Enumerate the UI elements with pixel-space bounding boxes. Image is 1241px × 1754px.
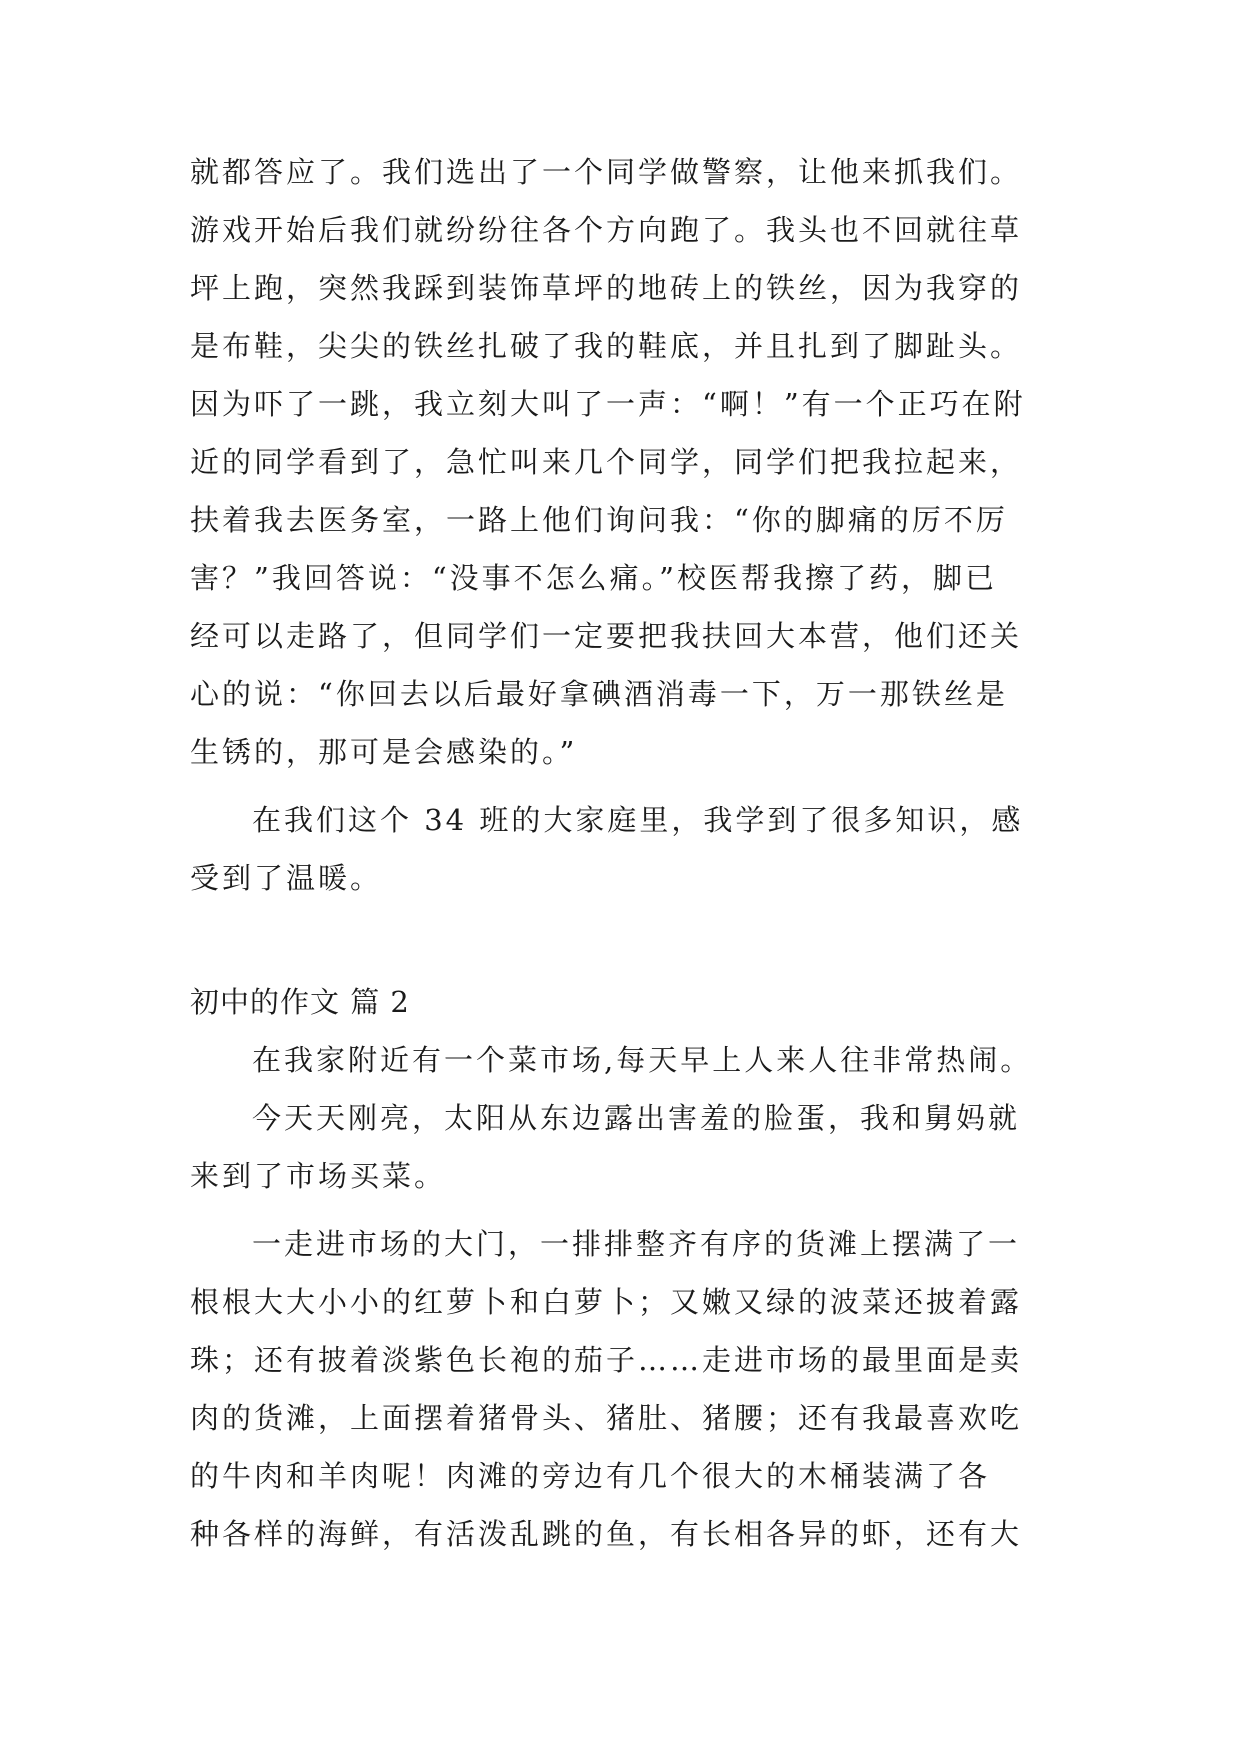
- paragraph-line: 受到了温暖。: [190, 861, 383, 895]
- paragraph-line: 心的说：“你回去以后最好拿碘酒消毒一下，万一那铁丝是: [190, 677, 1008, 711]
- paragraph-line: 近的同学看到了，急忙叫来几个同学，同学们把我拉起来，: [190, 445, 1023, 479]
- paragraph-line: 一走进市场的大门，一排排整齐有序的货滩上摆满了一: [252, 1227, 1021, 1261]
- paragraph-line: 就都答应了。我们选出了一个同学做警察，让他来抓我们。: [190, 155, 1023, 189]
- paragraph-line: 种各样的海鲜，有活泼乱跳的鱼，有长相各异的虾，还有大: [190, 1517, 1023, 1551]
- section-title: 初中的作文 篇 2: [190, 985, 410, 1019]
- paragraph-line: 在我家附近有一个菜市场,每天早上人来人往非常热闹。: [252, 1043, 1033, 1077]
- paragraph-line: 珠；还有披着淡紫色长袍的茄子……走进市场的最里面是卖: [190, 1343, 1023, 1377]
- paragraph-line: 肉的货滩，上面摆着猪骨头、猪肚、猪腰；还有我最喜欢吃: [190, 1401, 1023, 1435]
- paragraph-line: 坪上跑，突然我踩到装饰草坪的地砖上的铁丝，因为我穿的: [190, 271, 1023, 305]
- paragraph-line: 游戏开始后我们就纷纷往各个方向跑了。我头也不回就往草: [190, 213, 1023, 247]
- paragraph-line: 害？”我回答说：“没事不怎么痛。”校医帮我擦了药，脚已: [190, 561, 997, 595]
- paragraph-line: 因为吓了一跳，我立刻大叫了一声：“啊！”有一个正巧在附: [190, 387, 1026, 421]
- paragraph-line: 扶着我去医务室，一路上他们询问我：“你的脚痛的厉不厉: [190, 503, 1008, 537]
- paragraph-line: 来到了市场买菜。: [190, 1159, 447, 1193]
- paragraph-line: 根根大大小小的红萝卜和白萝卜；又嫩又绿的波菜还披着露: [190, 1285, 1023, 1319]
- paragraph-line: 的牛肉和羊肉呢！肉滩的旁边有几个很大的木桶装满了各: [190, 1459, 991, 1493]
- paragraph-line: 生锈的，那可是会感染的。”: [190, 735, 578, 769]
- paragraph-line: 在我们这个 34 班的大家庭里，我学到了很多知识，感: [252, 803, 1024, 837]
- paragraph-line: 经可以走路了，但同学们一定要把我扶回大本营，他们还关: [190, 619, 1023, 653]
- paragraph-line: 是布鞋，尖尖的铁丝扎破了我的鞋底，并且扎到了脚趾头。: [190, 329, 1023, 363]
- paragraph-line: 今天天刚亮，太阳从东边露出害羞的脸蛋，我和舅妈就: [252, 1101, 1021, 1135]
